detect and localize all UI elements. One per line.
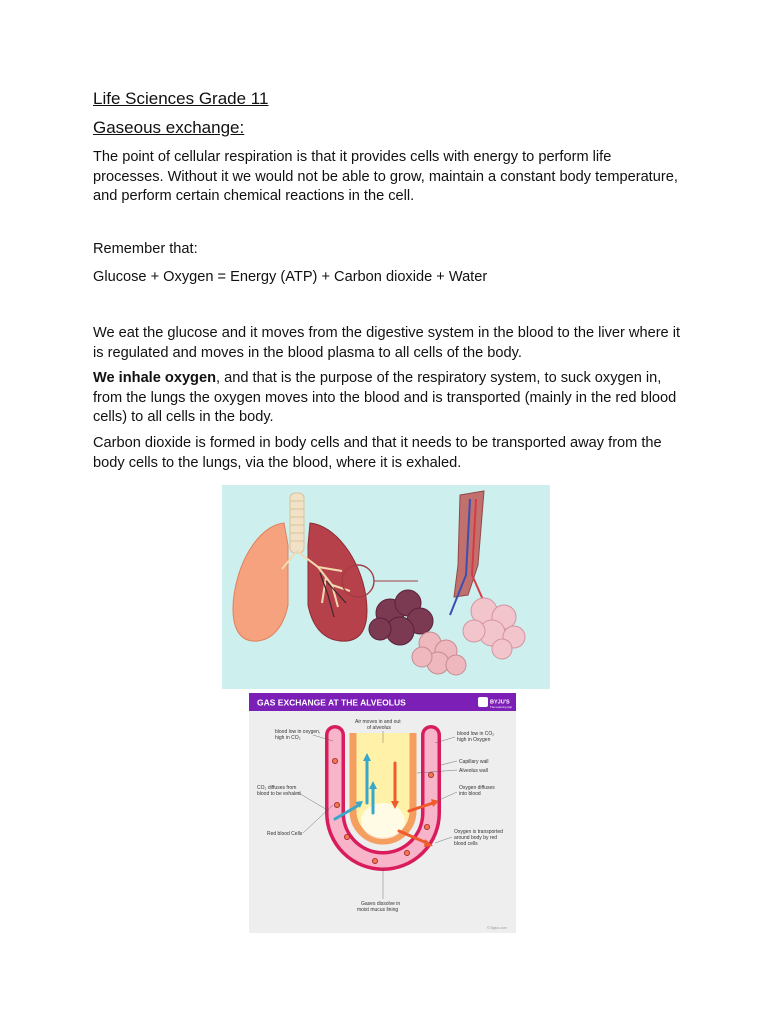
document-heading: Life Sciences Grade 11 [93,89,269,108]
brand-logo-icon [478,697,488,707]
svg-text:Red blood Cells: Red blood Cells [267,831,303,837]
paragraph-carbon-dioxide: Carbon dioxide is formed in body cells and that it needs to be transported away from the body cells to the lungs, via the blood, where it is exhaled. [93,435,662,471]
svg-text:Gases dissolve in: Gases dissolve in [361,901,401,907]
brand-name: BYJU'S [490,699,510,706]
svg-text:high in CO₂: high in CO₂ [275,735,301,741]
svg-text:blood to be exhaled: blood to be exhaled [257,791,301,797]
trachea [290,493,304,553]
svg-text:CO₂ diffuses from: CO₂ diffuses from [257,785,297,791]
equation-text: Glucose + Oxygen = Energy (ATP) + Carbon dioxide + Water [93,269,488,285]
paragraph-oxygen [93,369,683,428]
svg-text:Air moves in and out: Air moves in and out [355,719,401,725]
svg-text:blood low in oxygen,: blood low in oxygen, [275,729,321,735]
svg-text:moist mucus lining: moist mucus lining [357,907,399,913]
section-heading: Gaseous exchange: [93,118,245,137]
alveolus-lumen-glow [361,803,405,839]
svg-text:Capillary wall: Capillary wall [459,759,489,765]
svg-text:Alveolus wall: Alveolus wall [459,768,488,774]
diagram-title: GAS EXCHANGE AT THE ALVEOLUS [257,697,406,708]
gas-exchange-diagram [249,693,516,933]
svg-text:around body by red: around body by red [454,835,498,841]
lungs-alveoli-illustration [222,485,550,689]
paragraph-oxygen-rest: , and that is the purpose of the respiratory system, to suck oxygen in, from the lungs the oxygen moves into the blood and is transported (mainly in the red blood cells) to all cells in the body. [93,370,677,425]
bold-phrase: We inhale oxygen [93,370,216,386]
svg-text:blood low in CO₂: blood low in CO₂ [457,731,495,737]
svg-text:Oxygen diffuses: Oxygen diffuses [459,785,495,791]
paragraph-respiration: The point of cellular respiration is that it provides cells with energy to perform life processes. Without it we would not be able to grow, maintain a constant body temperature, and perform certain chemical reactions in the cell. [93,149,678,204]
svg-text:high in Oxygen: high in Oxygen [457,737,491,743]
brand-tagline: The Learning App [490,705,513,709]
svg-text:blood cells: blood cells [454,841,478,847]
svg-text:© Byjus.com: © Byjus.com [487,926,507,930]
paragraph-remember: Remember that: [93,241,198,257]
svg-text:into blood: into blood [459,791,481,797]
svg-text:Oxygen is transported: Oxygen is transported [454,829,503,835]
svg-text:of alveolus: of alveolus [367,725,391,731]
paragraph-glucose: We eat the glucose and it moves from the digestive system in the blood to the liver where it is regulated and moves in the blood plasma to all cells of the body. [93,325,681,361]
